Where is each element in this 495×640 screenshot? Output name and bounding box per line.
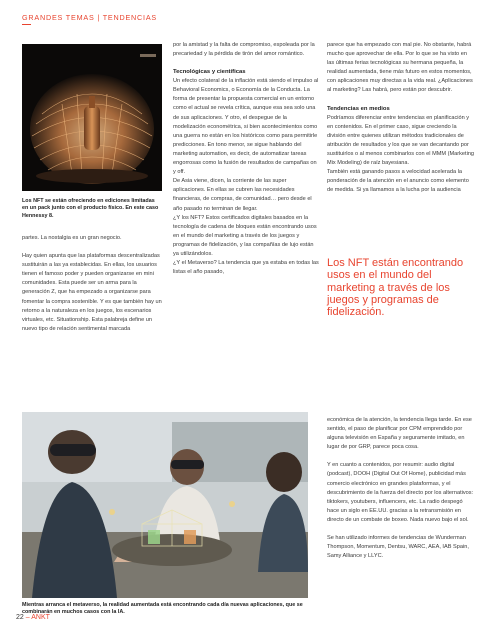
- section-header: GRANDES TEMAS | TENDENCIAS: [22, 13, 158, 22]
- col3-subhead: Tendencias en medios: [327, 105, 390, 112]
- ar-headset-photo: [22, 412, 308, 598]
- col3b-paragraph-2: Y en cuanto a contenidos, por resumir: audio digital (podcast), DOOH (Digital Out Of Home), publicidad más comercio electrónico en grandes plataformas, y el descubrimiento de la fuerza del directo por los alternativos: tiktokers, youtubers, influencers, etc. La radio despegó hace un siglo en EE.UU. gracias a la retransmisión en directo de un combate de boxeo. Nada nuevo bajo el sol.: [327, 462, 474, 523]
- section-rule: [22, 24, 31, 25]
- col1-paragraph-2: Hay quien apunta que las plataformas descentralizadas sustituirán a las ya establecidas. En ellas, los usuarios tienen el famoso poder y pueden organizarse en mini comunidades. Esta puede ser un arma para la generación Z, que ha empezado a organizarse para fomentar la compra sostenible. Y es que también hay un retorno a la naturaleza en los juegos, los escenarios virtuales, etc. Situationship. Esta palabreja define un nuevo tipo de relación sentimental marcada: [22, 253, 162, 332]
- column-2: [173, 41, 319, 277]
- col1-paragraph-1: partes. La nostalgia es un gran negocio.: [22, 235, 122, 241]
- page-number: 22: [16, 614, 24, 621]
- hennessy-photo: [22, 44, 162, 191]
- column-1: [22, 234, 164, 343]
- column-3-lower: [327, 416, 475, 570]
- col2-paragraph-5: ¿Y el Metaverso? La tendencia que ya estaba en todas las listas el año pasado,: [173, 260, 319, 276]
- col2-subhead: Tecnológicas y científicas: [173, 69, 246, 76]
- figure2-caption: Mientras arranca el metaverso, la realidad aumentada está encontrando cada día nuevas aplicaciones, que se combinarán en muchos casos con la IA.: [22, 602, 303, 616]
- column-3: [327, 41, 475, 195]
- hennessy-sculpture-image: [22, 44, 162, 191]
- col3b-paragraph-1: económica de la atención, la tendencia llega tarde. En ese sentido, el paso de planificar por CPM emprendido por alguna televisión en España y seguramente imitado, en lugar de por GRP, parece poca cosa.: [327, 417, 472, 451]
- col3-paragraph-1: parece que ha empezado con mal pie. No obstante, habrá mucho que aprovechar de ella. Por lo que se ha visto en las últimas ferias tecnológicas su hermana pequeña, la realidad aumentada, tiene más futuro en estos momentos, con aplicaciones muy directas a la vida real. ¿Aplicaciones al marketing? Las habrá, pero están por descubrir.: [327, 42, 473, 94]
- col2-paragraph-1: por la amistad y la falta de compromiso, espoleada por la precariedad y la pérdida de tirón del amor romántico.: [173, 42, 315, 58]
- page-footer: [16, 614, 50, 621]
- col2-paragraph-2: Un efecto colateral de la inflación está siendo el impulso al Behavioral Economics, o Economía de la Conducta. La forma de presentar la propuesta comercial en un entorno como el actual se revela crítica, aunque esa sea solo una de sus aplicaciones. Y otro, el despegue de la modelización econométrica, si bien acontecimientos como una guerra no están en los históricos como para permitirle predicciones. En tono menor, se sigue hablando del marketing automation, es decir, de automatizar tareas engorrosas como la fusión de resultados de campañas on y off.: [173, 78, 319, 176]
- footer-separator: –: [25, 614, 30, 621]
- col2-paragraph-4: ¿Y los NFT? Estos certificados digitales basados en la tecnología de cadena de bloques están encontrando usos en el mundo del marketing a través de los juegos y programas de fidelización, y las compañías de lujo están ya utilizándolos.: [173, 214, 317, 257]
- col2-paragraph-3: De Asia viene, dicen, la corriente de las super aplicaciones. En ellas se cubren las necesidades financieras, de compras, de comunidad… pero desde el año pasado no terminan de llegar.: [173, 178, 312, 212]
- ar-headset-image: [22, 412, 308, 598]
- col3-paragraph-2: Podríamos diferenciar entre tendencias en planificación y en contenidos. En el primer caso, sigue creciendo la división entre quienes utilizan métodos tradicionales de atribución de resultados y los que se van decantando por sustituirlos o al menos combinarlos con el MMM (Marketing Mix Modeling) de raíz bayesiana.: [327, 114, 475, 167]
- brand-name: ANKT: [31, 614, 50, 621]
- col3b-paragraph-3: Se han utilizado informes de tendencias de Wunderman Thompson, Momentum, Dentsu, WARC, AEA, IAB Spain, Samy Alliance y LLYC.: [327, 535, 469, 560]
- pull-quote: Los NFT están encontrando usos en el mundo del marketing a través de los juegos y programas de fidelización.: [327, 257, 464, 319]
- col3-paragraph-3: También está ganando pasos a velocidad acelerada la ponderación de la atención en el anuncio como elemento de medida. Si ya llamamos a la lucha por la audiencia: [327, 169, 469, 194]
- figure1-caption: Los NFT se están ofreciendo en ediciones limitadas en un pack junto con el producto físico. En este caso Hennessy 8.: [22, 198, 159, 219]
